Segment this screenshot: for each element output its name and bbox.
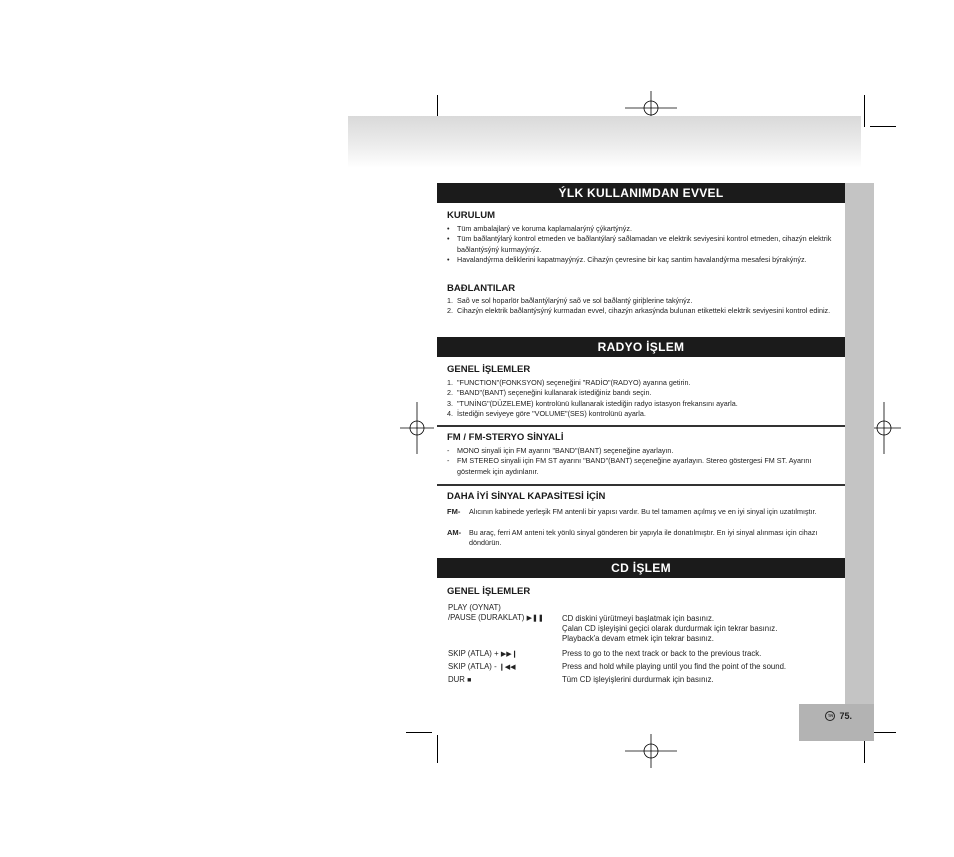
list-item: 1. Saõ ve sol hoparlör baðlantýlarýný saõ ve sol baðlantý giriþlerine takýnýz. xyxy=(447,296,693,305)
list-item: - MONO sinyali için FM ayarını "BAND"(BANT) seçeneğine ayarlayın. xyxy=(447,446,674,455)
page-number-text: 75. xyxy=(839,711,852,721)
list-item: - FM STEREO sinyali için FM ST ayarını "BAND"(BANT) seçeneğine ayarlayın. Stereo göstergesi FM ST. Ayarını göstermek için aydınlanır. xyxy=(447,456,812,476)
section-title-ilk-kullanim: ÝLK KULLANIMDAN EVVEL xyxy=(437,183,845,203)
crop-mark xyxy=(870,126,896,127)
am-signal-note xyxy=(447,528,832,549)
list-item: 1. "FUNCTION"(FONKSYON) seçeneğini "RADİO"(RADYO) ayarına getirin. xyxy=(447,378,691,387)
heading-baglantilar: BAÐLANTILAR xyxy=(447,283,516,294)
registration-mark-bottom xyxy=(625,734,677,768)
play-label-line2: /PAUSE (DURAKLAT) ▶❚❚ xyxy=(448,613,544,622)
fm-list xyxy=(447,446,832,477)
section-divider xyxy=(437,484,845,486)
dur-label: DUR ■ xyxy=(448,675,472,684)
crop-mark xyxy=(864,95,865,127)
skip-plus-description: Press to go to the next track or back to the previous track. xyxy=(562,649,762,658)
section-title-radyo: RADYO İŞLEM xyxy=(437,337,845,357)
side-strip xyxy=(845,183,874,705)
dur-description: Tüm CD işleyişlerini durdurmak için basınız. xyxy=(562,675,714,684)
list-item: • Havalandýrma deliklerini kapatmayýnýz. Cihazýn çevresine bir kaç santim havalandýrma mesafesi býrakýnýz. xyxy=(447,254,807,264)
skip-minus-label: SKIP (ATLA) - ❙◀◀ xyxy=(448,662,516,671)
list-item: 2. Cihazýn elektrik baðlantýsýný kurmadan evvel, cihazýn arkasýnda bulunan etiketteki elektrik seviyesini kontrol ediniz. xyxy=(447,306,831,316)
fm-signal-text: Alıcının kabinede yerleşik FM antenli bir yapısı vardır. Bu tel tamamen açılmış ve en iyi sinyal için uzatılmıştır. xyxy=(469,507,817,516)
page-number xyxy=(825,711,852,721)
play-pause-description: CD diskini yürütmeyi başlatmak için basınız. Çalan CD işleyişini geçici olarak durdurmak için tekrar basınız. Playback'a devam etmek için tekrar basınız. xyxy=(562,614,778,643)
radyo-genel-list xyxy=(447,378,832,419)
section-title-cd: CD İŞLEM xyxy=(437,558,845,578)
baglantilar-list xyxy=(447,296,832,317)
skip-forward-icon: ▶▶❙ xyxy=(500,651,518,658)
heading-fm-steryo: FM / FM-STERYO SİNYALİ xyxy=(447,432,564,443)
heading-genel-islemler-radyo: GENEL İŞLEMLER xyxy=(447,364,531,375)
heading-daha-iyi-sinyal: DAHA İYİ SİNYAL KAPASİTESİ İÇİN xyxy=(447,491,606,502)
fm-label: FM- xyxy=(447,507,461,516)
list-item: • Tüm ambalajlarý ve koruma kaplamalarýný çýkartýnýz. xyxy=(447,224,632,233)
page-number-box xyxy=(799,704,874,741)
list-item: • Tüm baðlantýlarý kontrol etmeden ve baðlantýlarý saðlamadan ve elektrik seviyesini kontrol etmeden, cihazýn elektrik baðlantýsýný kurmayýnýz. xyxy=(447,234,832,254)
list-item: 2. "BAND"(BANT) seçeneğini kullanarak istediğiniz bandı seçin. xyxy=(447,388,652,398)
heading-kurulum: KURULUM xyxy=(447,210,496,221)
heading-genel-islemler-cd: GENEL İŞLEMLER xyxy=(447,586,531,597)
list-item: 3. "TUNİNG"(DÜZELEME) kontrolünü kullanarak istediğin radyo istasyon frekansını ayarla. xyxy=(447,398,738,408)
fm-signal-note xyxy=(447,507,832,517)
am-label: AM- xyxy=(447,528,462,537)
skip-minus-description: Press and hold while playing until you find the point of the sound. xyxy=(562,662,787,671)
am-signal-text: Bu araç, ferri AM anteni tek yönlü sinyal gönderen bir yapıyla ile donatılmıştır. En iyi sinyal alınması için cihazı döndürün. xyxy=(469,528,818,548)
stop-icon: ■ xyxy=(467,677,472,684)
skip-back-icon: ❙◀◀ xyxy=(498,664,516,671)
kurulum-list xyxy=(447,224,832,265)
crop-mark xyxy=(406,732,432,733)
registration-mark-left xyxy=(400,402,434,454)
section-divider xyxy=(437,425,845,427)
header-gradient-band xyxy=(348,116,861,168)
play-label-line1: PLAY (OYNAT) xyxy=(448,603,501,612)
crop-mark xyxy=(437,735,438,763)
skip-plus-label: SKIP (ATLA) + ▶▶❙ xyxy=(448,649,518,658)
language-icon: TR xyxy=(825,711,835,721)
list-item: 4. İstediğin seviyeye göre "VOLUME"(SES) kontrolünü ayarla. xyxy=(447,408,646,418)
play-pause-icon: ▶❚❚ xyxy=(526,615,544,622)
